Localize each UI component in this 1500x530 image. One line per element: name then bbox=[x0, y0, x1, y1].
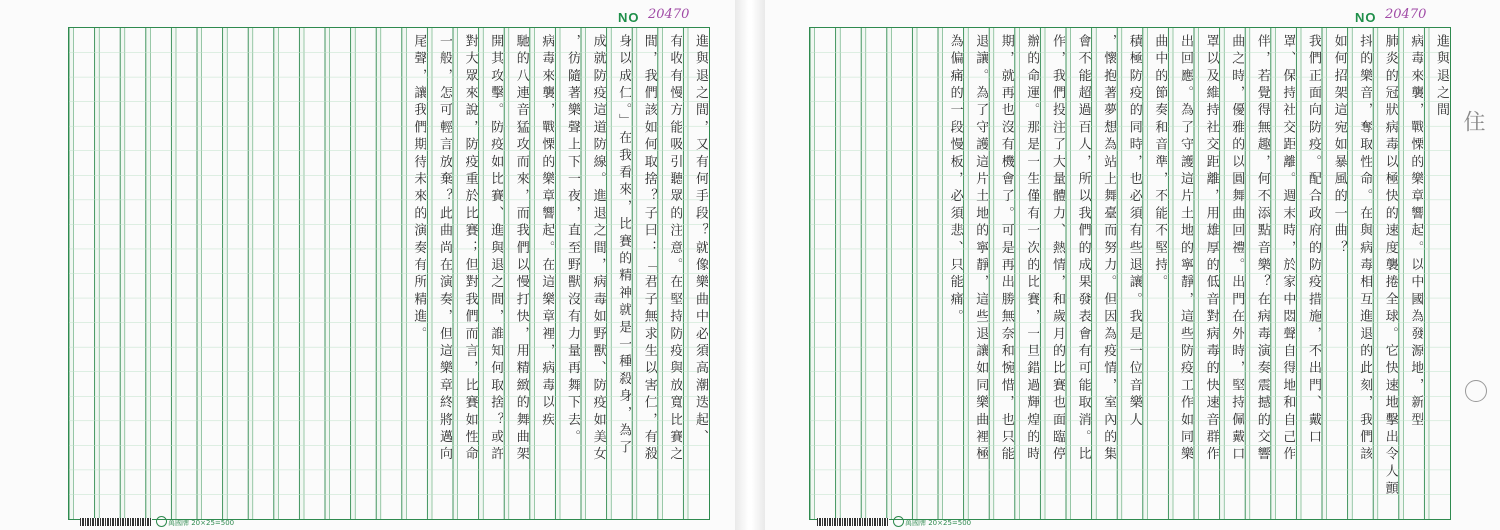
essay-column: 馳的八連音猛攻而來，而我們以慢打快，用精緻的舞曲架 bbox=[513, 34, 529, 464]
essay-column: 進與退之間，又有何手段？就像樂曲中必須高潮迭起、 bbox=[692, 34, 708, 447]
essay-column: 成就防疫這道防線。進退之間，病毒如野獸、防疫如美女 bbox=[590, 34, 606, 464]
essay-column: 退讓。為了守護這片土地的寧靜，這些退讓如同樂曲裡極 bbox=[973, 34, 989, 464]
essay-column: 期，就再也沒有機會了。可是再出勝無奈和惋惜，也只能 bbox=[998, 34, 1014, 464]
manuscript-grid bbox=[68, 27, 710, 520]
exam-sheet-right bbox=[765, 0, 1500, 530]
essay-column: 罩以及維持社交距離，用雄厚的低音對病毒的快速音群作 bbox=[1203, 34, 1219, 464]
page-gutter bbox=[735, 0, 765, 530]
sheet-number-label: NO bbox=[1355, 10, 1377, 25]
sheet-number-value: 20470 bbox=[648, 7, 690, 22]
essay-column: 抖的樂音，奪取性命。在與病毒相互進退的此刻，我們該 bbox=[1357, 34, 1373, 464]
paper-spec: 萬國牌 20×25=500 bbox=[905, 519, 972, 527]
essay-column: 作，我們投注了大量體力、熱情，和歲月的比賽也面臨停 bbox=[1049, 34, 1065, 464]
barcode bbox=[80, 518, 152, 526]
essay-column: 我們正面向防疫。配合政府的防疫措施，不出門、戴口 bbox=[1305, 34, 1321, 447]
brand-logo bbox=[893, 516, 904, 527]
essay-column: 一般，怎可輕言放棄？此曲尚在演奏，但這樂章終將邁向 bbox=[436, 34, 452, 464]
essay-column: 罩、保持社交距離。週末時，於家中悶聲自得地和自己作 bbox=[1280, 34, 1296, 464]
essay-column: 會不能超過百人，所以我們的成果發表會有可能取消。比 bbox=[1075, 34, 1091, 464]
paper-spec: 萬國牌 20×25=500 bbox=[168, 519, 235, 527]
essay-column: 病毒來襲，戰慄的樂章響起。在這樂章裡，病毒以疾 bbox=[539, 34, 555, 430]
essay-column: 身以成仁。」在我看來，比賽的精神就是一種殺身，為了 bbox=[616, 34, 632, 458]
essay-column: 辦的命運。那是一生僅有一次的比賽，一旦錯過輝煌的時 bbox=[1024, 34, 1040, 464]
essay-column: 間，我們該如何取捨？子曰：「君子無求生以害仁，有殺 bbox=[641, 34, 657, 464]
essay-column: 為偏痛的一段慢板，必須悲、只能痛。 bbox=[947, 34, 963, 327]
essay-column: 曲之時，優雅的以圓舞曲回禮。出門在外時，堅持佩戴口 bbox=[1229, 34, 1245, 464]
manuscript-grid bbox=[809, 27, 1451, 520]
essay-column: 積極防疫的同時，也必須有些退讓。我是一位音樂人 bbox=[1126, 34, 1142, 430]
grader-stamp bbox=[1465, 380, 1487, 402]
essay-column: 開其攻擊。防疫如比賽、進與退之間，誰知何取捨？或許 bbox=[488, 34, 504, 464]
essay-column: 尾聲，讓我們期待未來的演奏有所精進。 bbox=[411, 34, 427, 344]
essay-column: ，彷隨著樂聲上下一夜，直至野獸沒有力量再舞下去。 bbox=[564, 34, 580, 447]
essay-column: 病毒來襲，戰慄的樂章響起。以中國為發源地，新型 bbox=[1408, 34, 1424, 430]
essay-column: ，懷抱著夢想為站上舞臺而努力。但因為疫情，室內的集 bbox=[1101, 34, 1117, 464]
essay-column: 出回應。為了守護這片土地的寧靜，這些防疫工作如同樂 bbox=[1177, 34, 1193, 464]
essay-column: 肺炎的冠狀病毒以極快的速度襲捲全球。它快速地擊出令人顫 bbox=[1382, 34, 1398, 499]
essay-column: 對大眾來說，防疫重於比賽；但對我們而言，比賽如性命 bbox=[462, 34, 478, 464]
essay-column: 如何招架這宛如暴風的一曲？ bbox=[1331, 34, 1347, 258]
sheet-number-value: 20470 bbox=[1385, 7, 1427, 22]
essay-column: 伴，若覺得無趣，何不添點音樂？在病毒演奏震撼的交響 bbox=[1254, 34, 1270, 464]
essay-column: 進與退之間 bbox=[1433, 34, 1449, 120]
grader-mark: 住 bbox=[1460, 110, 1485, 132]
barcode bbox=[817, 518, 889, 526]
essay-column: 曲中的節奏和音準，不能不堅持。 bbox=[1152, 34, 1168, 292]
essay-column: 有收有慢方能吸引聽眾的注意。在堅持防疫與放寬比賽之 bbox=[667, 34, 683, 464]
sheet-number-label: NO bbox=[618, 10, 640, 25]
exam-sheet-left bbox=[0, 0, 735, 530]
brand-logo bbox=[156, 516, 167, 527]
